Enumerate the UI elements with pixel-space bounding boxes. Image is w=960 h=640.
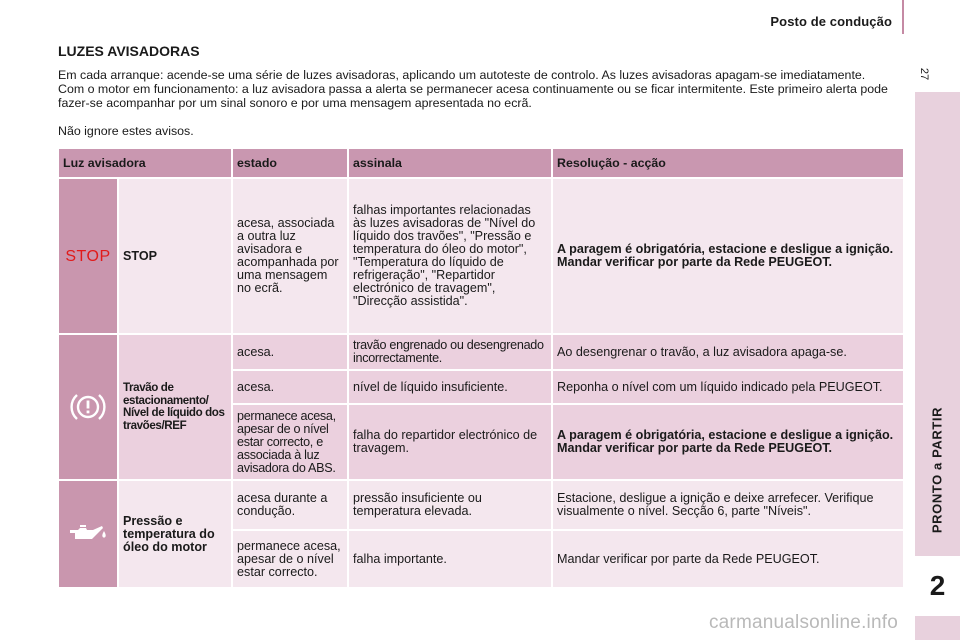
state-cell: acesa, associada a outra luz avisadora e acompanhada por uma mensagem no ecrã.	[232, 178, 348, 334]
table-row	[58, 480, 904, 530]
table-row	[58, 178, 904, 334]
signal-cell: falha importante.	[348, 530, 552, 588]
warning-note: Não ignore estes avisos.	[58, 124, 194, 138]
resolution-cell: Ao desengrenar o travão, a luz avisadora apaga-se.	[552, 334, 904, 370]
table-row	[58, 334, 904, 370]
section-title: LUZES AVISADORAS	[58, 43, 200, 59]
resolution-cell: A paragem é obrigatória, estacione e desligue a ignição. Mandar verificar por parte da Rede PEUGEOT.	[552, 404, 904, 480]
header-resolution: Resolução - acção	[552, 148, 904, 178]
resolution-cell: A paragem é obrigatória, estacione e desligue a ignição. Mandar verificar por parte da Rede PEUGEOT.	[552, 178, 904, 334]
header-state: estado	[232, 148, 348, 178]
stop-icon-cell	[58, 178, 118, 334]
header-warning-light: Luz avisadora	[58, 148, 232, 178]
chapter-label: PRONTO a PARTIR	[929, 406, 945, 534]
light-name: Travão de estacionamento/ Nível de líquido dos travões/REF	[118, 334, 232, 480]
state-cell: acesa.	[232, 334, 348, 370]
resolution-cell: Reponha o nível com um líquido indicado pela PEUGEOT.	[552, 370, 904, 404]
chapter-number: 2	[915, 556, 960, 616]
state-cell: acesa durante a condução.	[232, 480, 348, 530]
state-cell: permanece acesa, apesar de o nível estar correcto, e associada à luz avisadora do ABS.	[232, 404, 348, 480]
resolution-cell: Mandar verificar por parte da Rede PEUGEOT.	[552, 530, 904, 588]
watermark: carmanualsonline.info	[708, 612, 898, 633]
page-number: 27	[918, 67, 930, 81]
signal-cell: nível de líquido insuficiente.	[348, 370, 552, 404]
stop-icon: STOP	[65, 247, 111, 265]
light-name: Pressão e temperatura do óleo do motor	[118, 480, 232, 588]
resolution-cell: Estacione, desligue a ignição e deixe arrefecer. Verifique visualmente o nível. Secção 6, parte "Níveis".	[552, 480, 904, 530]
intro-paragraph: Em cada arranque: acende-se uma série de luzes avisadoras, aplicando um autoteste de controlo. As luzes avisadoras apagam-se imediatamente. Com o motor em funcionamento: a luz avisadora passa a alerta se permanecer acesa continuamente ou se ficar intermitente. Este primeiro alerta pode fazer-se acompanhar por um sinal sonoro e por uma mensagem apresentada no ecrã.	[58, 68, 888, 110]
running-header: Posto de condução	[770, 14, 892, 29]
header-signal: assinala	[348, 148, 552, 178]
table-header-row	[58, 148, 904, 178]
signal-cell: pressão insuficiente ou temperatura elevada.	[348, 480, 552, 530]
oil-can-icon	[66, 521, 110, 547]
signal-cell: falhas importantes relacionadas às luzes avisadoras de "Nível do líquido dos travões", "Pressão e temperatura do óleo do motor", "Temperatura do líquido de refrigeração", "Repartidor electrónico de travagem", "Direcção assistida".	[348, 178, 552, 334]
state-cell: permanece acesa, apesar de o nível estar correcto.	[232, 530, 348, 588]
signal-cell: travão engrenado ou desengrenado incorrectamente.	[348, 334, 552, 370]
light-name: STOP	[118, 178, 232, 334]
signal-cell: falha do repartidor electrónico de travagem.	[348, 404, 552, 480]
oil-icon-cell	[58, 480, 118, 588]
brake-icon-cell	[58, 334, 118, 480]
header-divider	[902, 0, 904, 34]
brake-warning-icon	[69, 390, 107, 424]
warning-lights-table	[57, 147, 905, 589]
state-cell: acesa.	[232, 370, 348, 404]
